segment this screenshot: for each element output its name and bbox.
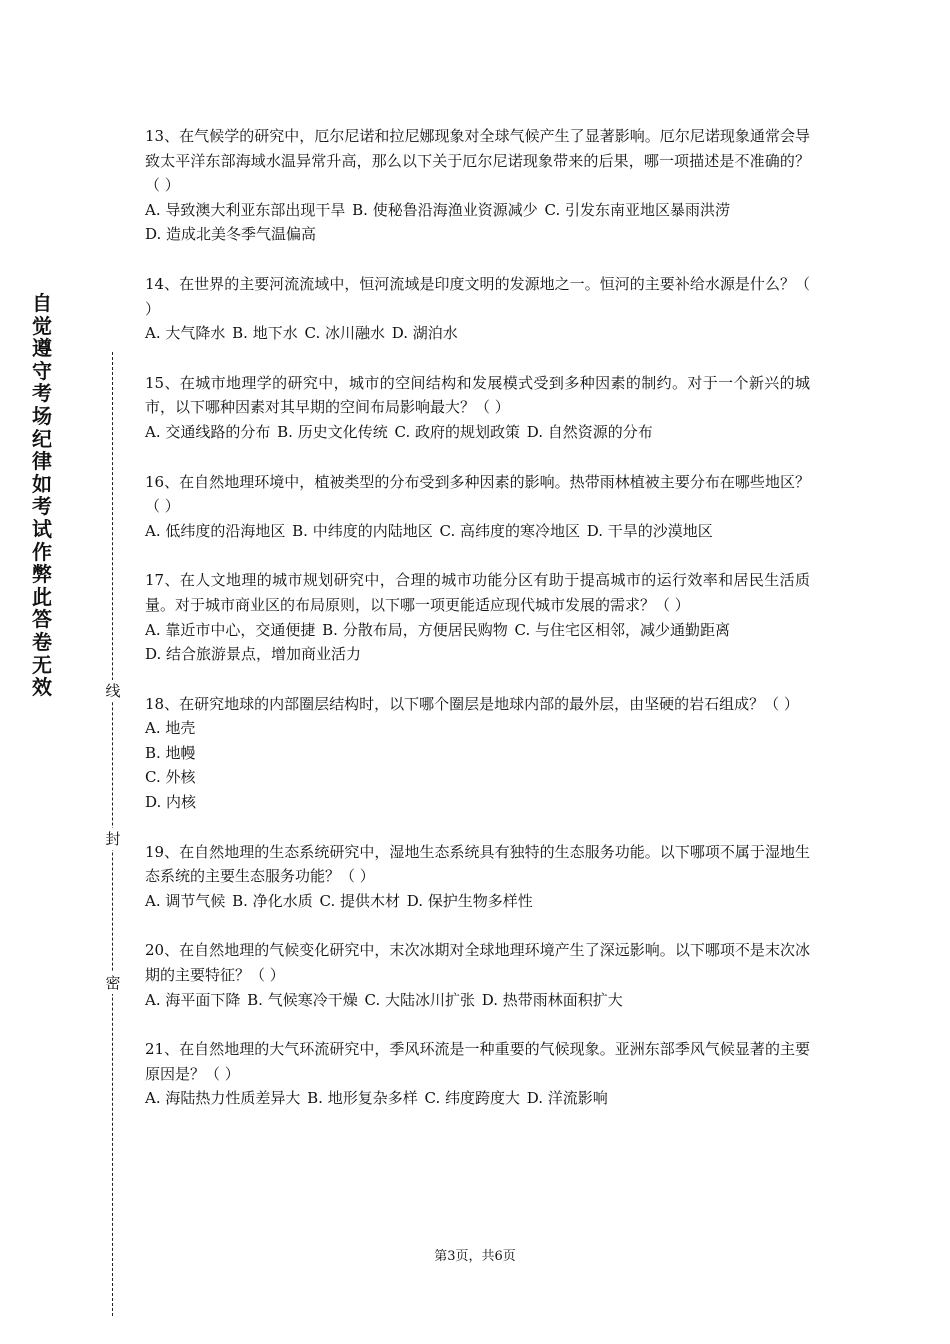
option-line [145, 519, 810, 544]
answer-option: D. 自然资源的分布 [526, 422, 653, 441]
question-stem: 19、在自然地理的生态系统研究中，湿地生态系统具有独特的生态服务功能。以下哪项不属于湿地生态系统的主要生态服务功能？（ ） [145, 842, 810, 886]
answer-option: A. 大气降水 [145, 324, 226, 343]
answer-option: C. 冰川融水 [304, 324, 385, 343]
answer-option: A. 海平面下降 [145, 990, 241, 1009]
question-stem: 14、在世界的主要河流流域中，恒河流域是印度文明的发源地之一。恒河的主要补给水源是什么？（ ） [145, 274, 810, 318]
exam-discipline-warning: 自觉遵守考场纪律如考试作弊此答卷无效 [32, 291, 52, 700]
answer-option: A. 导致澳大利亚东部出现干旱 [145, 200, 346, 219]
answer-option: B. 地幔 [145, 743, 196, 762]
option-line [145, 988, 810, 1013]
answer-option: D. 内核 [145, 793, 197, 812]
option-line [145, 741, 810, 766]
answer-option: A. 调节气候 [145, 891, 226, 910]
option-line [145, 790, 810, 815]
binding-mark-feng: 封 [105, 830, 121, 848]
answer-option: B. 中纬度的内陆地区 [292, 521, 433, 540]
answer-option: D. 热带雨林面积扩大 [481, 990, 623, 1009]
option-line [145, 321, 810, 346]
question-19 [145, 840, 810, 914]
option-line [145, 716, 810, 741]
question-14 [145, 272, 810, 346]
answer-option: C. 高纬度的寒冷地区 [439, 521, 580, 540]
option-line [145, 198, 810, 223]
answer-option: A. 低纬度的沿海地区 [145, 521, 286, 540]
answer-option: D. 结合旅游景点，增加商业活力 [145, 645, 362, 664]
answer-option: D. 洋流影响 [526, 1089, 608, 1108]
question-16 [145, 470, 810, 544]
question-21 [145, 1037, 810, 1111]
answer-option: C. 引发东南亚地区暴雨洪涝 [544, 200, 730, 219]
answer-option: C. 大陆冰川扩张 [364, 990, 475, 1009]
answer-option: B. 分散布局，方便居民购物 [322, 620, 508, 639]
option-line [145, 222, 810, 247]
option-line [145, 889, 810, 914]
answer-option: B. 历史文化传统 [277, 422, 388, 441]
question-13 [145, 124, 810, 247]
question-15 [145, 371, 810, 445]
question-stem: 18、在研究地球的内部圈层结构时，以下哪个圈层是地球内部的最外层，由坚硬的岩石组成？（ ） [145, 694, 799, 713]
answer-option: C. 与住宅区相邻，减少通勤距离 [514, 620, 730, 639]
option-line [145, 420, 810, 445]
question-18 [145, 692, 810, 815]
answer-option: A. 靠近市中心，交通便捷 [145, 620, 316, 639]
question-20 [145, 938, 810, 1012]
answer-option: D. 造成北美冬季气温偏高 [145, 225, 317, 244]
answer-option: C. 政府的规划政策 [394, 422, 520, 441]
binding-mark-xian: 线 [105, 682, 121, 700]
answer-option: B. 地形复杂多样 [307, 1089, 418, 1108]
answer-option: D. 湖泊水 [391, 324, 458, 343]
question-stem: 16、在自然地理环境中，植被类型的分布受到多种因素的影响。热带雨林植被主要分布在哪些地区？（ ） [145, 472, 810, 516]
question-stem: 20、在自然地理的气候变化研究中，末次冰期对全球地理环境产生了深远影响。以下哪项不是末次冰期的主要特征？（ ） [145, 941, 810, 985]
answer-option: A. 地壳 [145, 719, 196, 738]
binding-mark-mi: 密 [105, 974, 121, 992]
answer-option: D. 干旱的沙漠地区 [586, 521, 713, 540]
question-stem: 17、在人文地理的城市规划研究中，合理的城市功能分区有助于提高城市的运行效率和居民生活质量。对于城市商业区的布局原则，以下哪一项更能适应现代城市发展的需求？（ ） [145, 571, 810, 614]
answer-option: A. 海陆热力性质差异大 [145, 1089, 301, 1108]
answer-option: B. 使秘鲁沿海渔业资源减少 [352, 200, 538, 219]
answer-option: C. 提供木材 [319, 891, 400, 910]
question-stem: 21、在自然地理的大气环流研究中，季风环流是一种重要的气候现象。亚洲东部季风气候显著的主要原因是？（ ） [145, 1040, 810, 1083]
question-stem: 15、在城市地理学的研究中，城市的空间结构和发展模式受到多种因素的制约。对于一个新兴的城市，以下哪种因素对其早期的空间布局影响最大？（ ） [145, 373, 810, 417]
answer-option: C. 纬度跨度大 [424, 1089, 520, 1108]
page-footer: 第3页，共6页 [434, 1249, 516, 1264]
option-line [145, 765, 810, 790]
option-line [145, 1086, 810, 1111]
answer-option: D. 保护生物多样性 [406, 891, 533, 910]
option-line [145, 642, 810, 667]
answer-option: A. 交通线路的分布 [145, 422, 271, 441]
option-line [145, 618, 810, 643]
answer-option: B. 气候寒冷干燥 [247, 990, 358, 1009]
question-17 [145, 568, 810, 666]
answer-option: C. 外核 [145, 768, 196, 787]
answer-option: B. 地下水 [232, 324, 298, 343]
question-list [145, 124, 810, 1136]
question-stem: 13、在气候学的研究中，厄尔尼诺和拉尼娜现象对全球气候产生了显著影响。厄尔尼诺现象通常会导致太平洋东部海域水温异常升高，那么以下关于厄尔尼诺现象带来的后果，哪一项描述是不准确的？（ ） [145, 127, 810, 195]
answer-option: B. 净化水质 [232, 891, 313, 910]
